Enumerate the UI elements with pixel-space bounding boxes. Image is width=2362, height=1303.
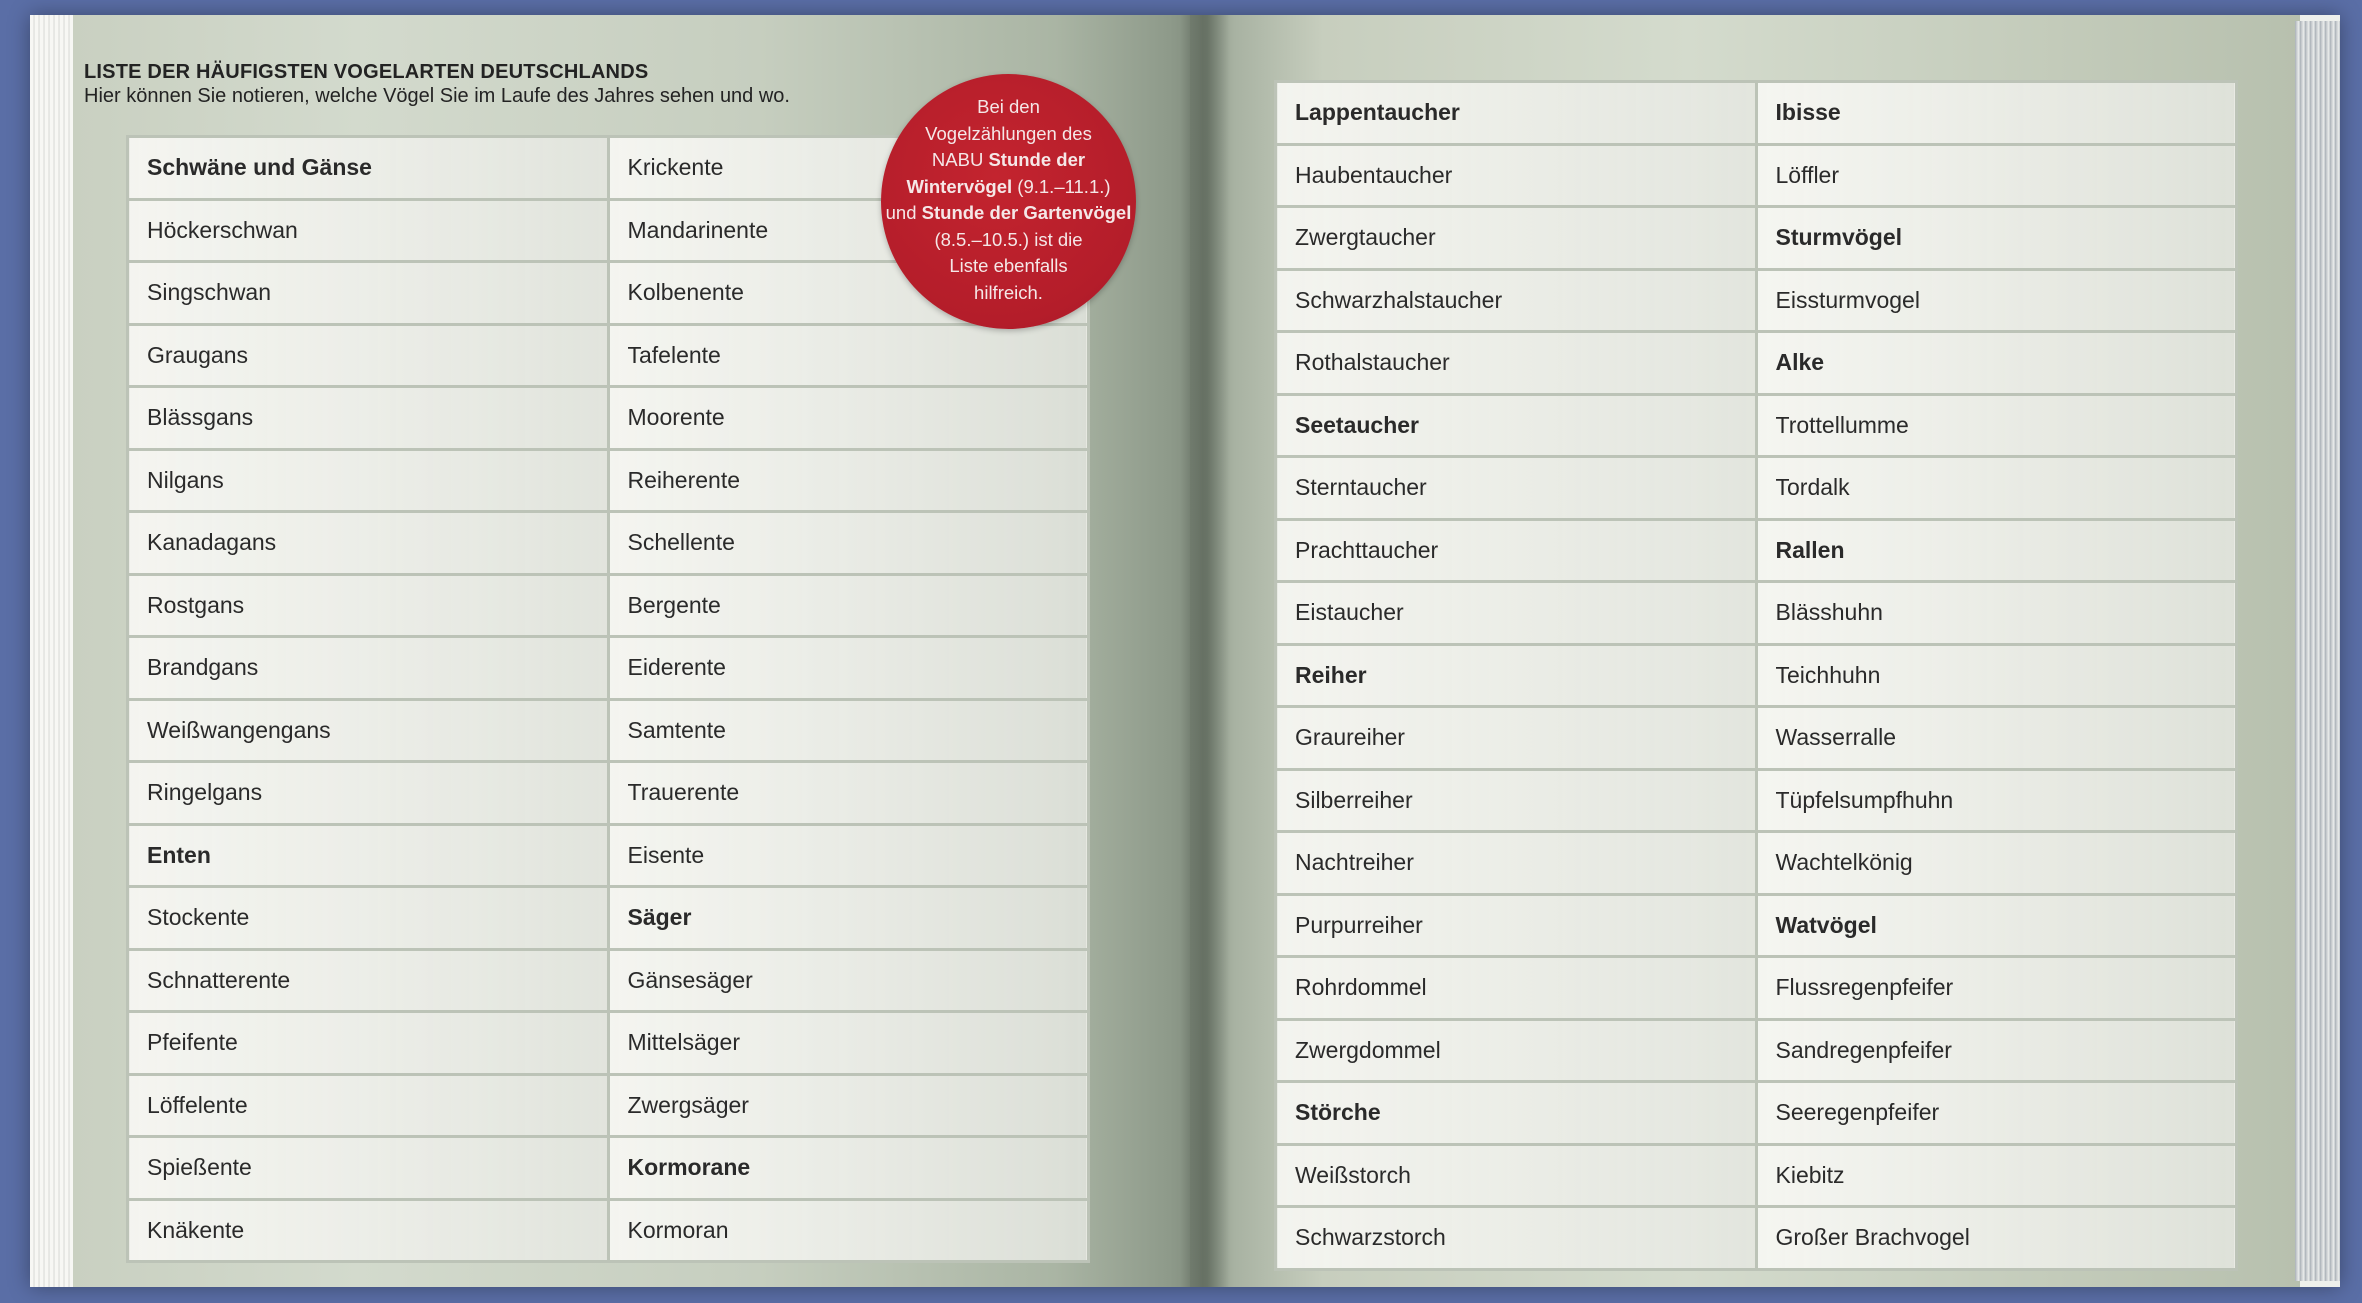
- table-row: [128, 387, 1089, 450]
- bird-species-cell: Kiebitz: [1756, 1144, 2237, 1207]
- bird-species-cell: Bergente: [608, 574, 1089, 637]
- badge-text-bold: Stunde der Gartenvögel: [921, 202, 1132, 223]
- bird-species-cell: Teichhuhn: [1756, 644, 2237, 707]
- table-row: [128, 324, 1089, 387]
- bird-species-cell: Gänsesäger: [608, 949, 1089, 1012]
- table-row: [1276, 394, 2237, 457]
- bird-species-cell: Moorente: [608, 387, 1089, 450]
- bird-species-cell: Sterntaucher: [1276, 457, 1757, 520]
- bird-species-cell: Mandarinente: [608, 199, 1089, 262]
- bird-species-cell: Haubentaucher: [1276, 144, 1757, 207]
- bird-species-cell: Stockente: [128, 887, 609, 950]
- table-row: [1276, 707, 2237, 770]
- bird-species-cell: Singschwan: [128, 262, 609, 325]
- table-row: [1276, 519, 2237, 582]
- page-subtitle: Hier können Sie notieren, welche Vögel Sie im Laufe des Jahres sehen und wo.: [84, 85, 790, 107]
- right-bird-table: [1274, 80, 2238, 1271]
- badge-text: (8.5.–10.5.) ist die: [934, 228, 1083, 250]
- bird-species-cell: Ringelgans: [128, 762, 609, 825]
- table-row: [1276, 269, 2237, 332]
- category-heading-cell: Watvögel: [1756, 894, 2237, 957]
- table-row: [1276, 582, 2237, 645]
- badge-text: Bei den: [977, 96, 1040, 117]
- table-row: [1276, 332, 2237, 395]
- table-row: [128, 824, 1089, 887]
- bird-species-cell: Zwergtaucher: [1276, 207, 1757, 270]
- badge-text: hilfreich.: [974, 281, 1043, 303]
- category-heading-cell: Rallen: [1756, 519, 2237, 582]
- bird-species-cell: Kormoran: [608, 1199, 1089, 1262]
- badge-line: [881, 147, 1136, 174]
- table-row: [1276, 1144, 2237, 1207]
- table-row: [1276, 769, 2237, 832]
- badge-line: [881, 121, 1136, 148]
- badge-text: Vogelzählungen des: [925, 122, 1092, 144]
- bird-species-cell: Wasserralle: [1756, 707, 2237, 770]
- bird-species-cell: Rothalstaucher: [1276, 332, 1757, 395]
- bird-species-cell: Schnatterente: [128, 949, 609, 1012]
- category-heading-cell: Enten: [128, 824, 609, 887]
- page-title: LISTE DER HÄUFIGSTEN VOGELARTEN DEUTSCHLANDS: [84, 61, 649, 83]
- badge-line: [881, 200, 1136, 227]
- category-heading-cell: Ibisse: [1756, 82, 2237, 145]
- badge-line: [881, 280, 1136, 307]
- table-row: [128, 574, 1089, 637]
- bird-species-cell: Kolbenente: [608, 262, 1089, 325]
- bird-species-cell: Großer Brachvogel: [1756, 1207, 2237, 1270]
- bird-species-cell: Kanadagans: [128, 512, 609, 575]
- page-edges-right: [2295, 21, 2340, 1281]
- table-row: [1276, 832, 2237, 895]
- bird-species-cell: Eiderente: [608, 637, 1089, 700]
- badge-text-bold: Stunde der: [988, 149, 1086, 170]
- table-row: [1276, 207, 2237, 270]
- table-row: [128, 949, 1089, 1012]
- bird-species-cell: Eissturmvogel: [1756, 269, 2237, 332]
- bird-species-cell: Tordalk: [1756, 457, 2237, 520]
- table-row: [128, 449, 1089, 512]
- bird-species-cell: Prachttaucher: [1276, 519, 1757, 582]
- bird-species-cell: Trauerente: [608, 762, 1089, 825]
- bird-species-cell: Tafelente: [608, 324, 1089, 387]
- bird-species-cell: Tüpfelsumpfhuhn: [1756, 769, 2237, 832]
- bird-species-cell: Pfeifente: [128, 1012, 609, 1075]
- bird-species-cell: Blässhuhn: [1756, 582, 2237, 645]
- table-row: [128, 1012, 1089, 1075]
- table-row: [128, 637, 1089, 700]
- bird-species-cell: Höckerschwan: [128, 199, 609, 262]
- book-gutter: [1180, 15, 1230, 1287]
- table-row: [1276, 1019, 2237, 1082]
- category-heading-cell: Säger: [608, 887, 1089, 950]
- bird-species-cell: Schellente: [608, 512, 1089, 575]
- category-heading-cell: Reiher: [1276, 644, 1757, 707]
- bird-species-cell: Seeregenpfeifer: [1756, 1082, 2237, 1145]
- bird-species-cell: Schwarzstorch: [1276, 1207, 1757, 1270]
- bird-species-cell: Knäkente: [128, 1199, 609, 1262]
- bird-species-cell: Purpurreiher: [1276, 894, 1757, 957]
- category-heading-cell: Alke: [1756, 332, 2237, 395]
- badge-text: Liste ebenfalls: [949, 255, 1068, 276]
- bird-species-cell: Krickente: [608, 137, 1089, 200]
- table-row: [1276, 644, 2237, 707]
- category-heading-cell: Sturmvögel: [1756, 207, 2237, 270]
- bird-species-cell: Eistaucher: [1276, 582, 1757, 645]
- bird-species-cell: Trottellumme: [1756, 394, 2237, 457]
- table-row: [1276, 894, 2237, 957]
- page-edges-left: [30, 15, 75, 1287]
- bird-species-cell: Zwergdommel: [1276, 1019, 1757, 1082]
- badge-text: NABU: [931, 149, 989, 170]
- table-row: [1276, 1082, 2237, 1145]
- bird-species-cell: Weißstorch: [1276, 1144, 1757, 1207]
- table-row: [128, 512, 1089, 575]
- bird-species-cell: Nilgans: [128, 449, 609, 512]
- table-row: [128, 762, 1089, 825]
- table-row: [1276, 144, 2237, 207]
- bird-species-cell: Schwarzhalstaucher: [1276, 269, 1757, 332]
- badge-line: [881, 227, 1136, 254]
- badge-line: [881, 253, 1136, 280]
- nabu-info-badge: [881, 74, 1136, 329]
- bird-species-cell: Brandgans: [128, 637, 609, 700]
- badge-line: [881, 94, 1136, 121]
- list-heading: [84, 60, 790, 108]
- bird-species-cell: Zwergsäger: [608, 1074, 1089, 1137]
- bird-species-cell: Nachtreiher: [1276, 832, 1757, 895]
- badge-text: und: [885, 202, 922, 223]
- bird-species-cell: Rostgans: [128, 574, 609, 637]
- bird-species-cell: Samtente: [608, 699, 1089, 762]
- bird-species-cell: Graugans: [128, 324, 609, 387]
- bird-species-cell: Löffelente: [128, 1074, 609, 1137]
- bird-species-cell: Silberreiher: [1276, 769, 1757, 832]
- category-heading-cell: Kormorane: [608, 1137, 1089, 1200]
- table-row: [128, 887, 1089, 950]
- bird-species-cell: Graureiher: [1276, 707, 1757, 770]
- badge-text-bold: Wintervögel: [906, 175, 1013, 197]
- table-row: [128, 1137, 1089, 1200]
- bird-species-cell: Sandregenpfeifer: [1756, 1019, 2237, 1082]
- bird-species-cell: Löffler: [1756, 144, 2237, 207]
- table-row: [128, 1074, 1089, 1137]
- bird-species-cell: Mittelsäger: [608, 1012, 1089, 1075]
- bird-species-cell: Blässgans: [128, 387, 609, 450]
- bird-species-cell: Flussregenpfeifer: [1756, 957, 2237, 1020]
- bird-species-cell: Eisente: [608, 824, 1089, 887]
- badge-text: (9.1.–11.1.): [1012, 175, 1111, 197]
- table-row: [128, 699, 1089, 762]
- category-heading-cell: Störche: [1276, 1082, 1757, 1145]
- bird-species-cell: Wachtelkönig: [1756, 832, 2237, 895]
- bird-species-cell: Spießente: [128, 1137, 609, 1200]
- table-row: [1276, 1207, 2237, 1270]
- category-heading-cell: Seetaucher: [1276, 394, 1757, 457]
- table-row: [1276, 957, 2237, 1020]
- category-heading-cell: Schwäne und Gänse: [128, 137, 609, 200]
- category-heading-cell: Lappentaucher: [1276, 82, 1757, 145]
- bird-species-cell: Rohrdommel: [1276, 957, 1757, 1020]
- table-row: [128, 1199, 1089, 1262]
- badge-line: [881, 174, 1136, 201]
- table-row: [1276, 457, 2237, 520]
- table-row: [1276, 82, 2237, 145]
- bird-species-cell: Weißwangengans: [128, 699, 609, 762]
- bird-species-cell: Reiherente: [608, 449, 1089, 512]
